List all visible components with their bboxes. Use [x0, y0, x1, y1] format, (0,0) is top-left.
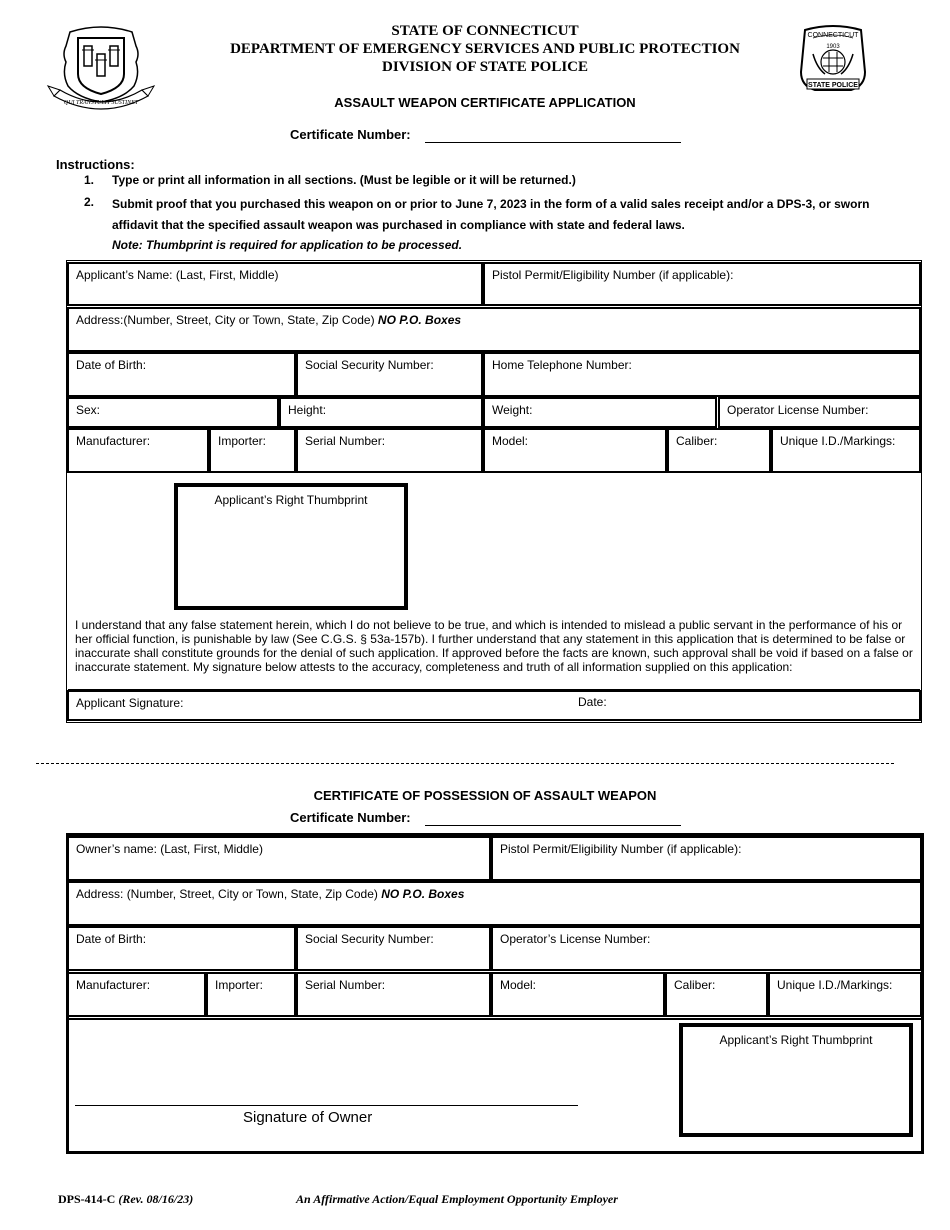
instructions-heading: Instructions: — [56, 157, 135, 172]
cert-number-label: Certificate Number: — [290, 127, 411, 142]
owner-thumbprint-box[interactable] — [679, 1023, 913, 1137]
owner-signature-line[interactable] — [75, 1105, 578, 1106]
field-label: Model: — [492, 434, 529, 448]
caliber-field[interactable] — [666, 973, 767, 1016]
manufacturer-field[interactable] — [68, 429, 208, 472]
field-label: Importer: — [215, 978, 264, 992]
state-name: STATE OF CONNECTICUT — [391, 23, 579, 39]
operator-license-field[interactable] — [719, 398, 920, 427]
field-label: Pistol Permit/Eligibility Number (if applicable): — [492, 268, 734, 282]
certificate-title: CERTIFICATE OF POSSESSION OF ASSAULT WEAPON — [313, 788, 657, 803]
field-label: Applicant’s Name: (Last, First, Middle) — [76, 268, 279, 282]
field-label: Owner’s name: (Last, First, Middle) — [76, 842, 263, 856]
no-po-boxes-note: NO P.O. Boxes — [377, 313, 462, 327]
applicant-thumbprint-box[interactable] — [174, 483, 408, 610]
field-label: Serial Number: — [305, 978, 386, 992]
field-label: Model: — [500, 978, 537, 992]
no-po-boxes-note: NO P.O. Boxes — [381, 887, 465, 901]
field-label: Importer: — [218, 434, 267, 448]
home-phone-field[interactable] — [484, 353, 920, 396]
address-field[interactable] — [68, 882, 921, 925]
field-label: Home Telephone Number: — [492, 358, 632, 372]
divider — [68, 689, 920, 690]
field-label: Serial Number: — [305, 434, 386, 448]
ssn-field[interactable] — [297, 353, 482, 396]
field-label: Sex: — [76, 403, 101, 417]
department-name: DEPARTMENT OF EMERGENCY SERVICES AND PUBLIC PROTECTION — [230, 41, 740, 57]
importer-field[interactable] — [210, 429, 295, 472]
thumbprint-label: Applicant’s Right Thumbprint — [719, 1033, 873, 1047]
field-label: Pistol Permit/Eligibility Number (if applicable): — [500, 842, 742, 856]
thumbprint-label: Applicant’s Right Thumbprint — [214, 493, 368, 507]
field-label: Operator License Number: — [727, 403, 869, 417]
unique-id-field[interactable] — [772, 429, 920, 472]
division-name: DIVISION OF STATE POLICE — [381, 59, 588, 75]
address-field[interactable] — [68, 308, 920, 351]
seal-motto: QUI TRANSTULIT SUSTINET — [63, 100, 139, 106]
certificate-number-field[interactable] — [425, 811, 681, 826]
instruction-number: 1. — [84, 173, 95, 187]
weight-field[interactable] — [484, 398, 716, 427]
revision-date: (Rev. 08/16/23) — [118, 1192, 194, 1206]
cut-line — [36, 763, 894, 764]
instruction-text: Type or print all information in all sections. (Must be legible or it will be returned.) — [112, 173, 576, 187]
owner-signature-label: Signature of Owner — [243, 1109, 373, 1126]
cert-number-label: Certificate Number: — [290, 810, 411, 825]
svg-text:STATE POLICE: STATE POLICE — [808, 82, 858, 89]
height-field[interactable] — [280, 398, 482, 427]
thumbprint-note: Note: Thumbprint is required for application to be processed. — [112, 238, 463, 252]
state-police-badge-logo — [795, 24, 871, 94]
model-field[interactable] — [484, 429, 666, 472]
field-label: Unique I.D./Markings: — [780, 434, 896, 448]
field-label: Caliber: — [674, 978, 716, 992]
field-label: Social Security Number: — [305, 358, 434, 372]
caliber-field[interactable] — [668, 429, 770, 472]
field-label: Operator’s License Number: — [500, 932, 651, 946]
field-label: Date of Birth: — [76, 932, 147, 946]
form-number: DPS-414-C — [58, 1192, 116, 1206]
application-title: ASSAULT WEAPON CERTIFICATE APPLICATION — [334, 95, 636, 110]
pistol-permit-field[interactable] — [492, 837, 921, 880]
sex-field[interactable] — [68, 398, 278, 427]
form-id — [58, 1192, 193, 1207]
field-label: Caliber: — [676, 434, 718, 448]
field-label: Address: (Number, Street, City or Town, State, Zip Code) — [76, 887, 378, 901]
field-label: Social Security Number: — [305, 932, 434, 946]
operator-license-field[interactable] — [492, 927, 921, 970]
owner-name-field[interactable] — [68, 837, 490, 880]
divider — [68, 1018, 921, 1020]
field-label: Manufacturer: — [76, 978, 151, 992]
field-label: Unique I.D./Markings: — [777, 978, 893, 992]
applicant-signature-field[interactable] — [68, 691, 920, 720]
eeo-statement: An Affirmative Action/Equal Employment Opportunity Employer — [296, 1192, 618, 1206]
instruction-number: 2. — [84, 195, 95, 209]
cert-number-field[interactable] — [425, 128, 681, 143]
importer-field[interactable] — [207, 973, 295, 1016]
model-field[interactable] — [492, 973, 664, 1016]
manufacturer-field[interactable] — [68, 973, 205, 1016]
unique-id-field[interactable] — [769, 973, 921, 1016]
svg-text:CONNECTICUT: CONNECTICUT — [807, 32, 859, 39]
ssn-field[interactable] — [297, 927, 490, 970]
serial-number-field[interactable] — [297, 973, 490, 1016]
field-label: Manufacturer: — [76, 434, 151, 448]
field-label: Date of Birth: — [76, 358, 147, 372]
pistol-permit-field[interactable] — [484, 263, 920, 305]
field-label: Applicant Signature: — [76, 696, 184, 710]
field-label: Address:(Number, Street, City or Town, State, Zip Code) — [76, 313, 375, 327]
field-label: Weight: — [492, 403, 533, 417]
false-statement-declaration: I understand that any false statement herein, which I do not believe to be true, and which is intended to mislead a public servant in the performance of his or her official function, is punishable by law (See C.G.S. § 53a-157b). I further understand that any statement in this application that is determined to be false or inaccurate shall constitute grounds for the denial of such application. If approved before the facts are known, such approval shall be void if based on a false or inaccurate statement. My signature below attests to the accuracy, completeness and truth of all information supplied on this application: — [75, 618, 913, 674]
svg-text:1903: 1903 — [826, 44, 840, 50]
field-label: Height: — [288, 403, 327, 417]
dob-field[interactable] — [68, 353, 295, 396]
serial-number-field[interactable] — [297, 429, 482, 472]
instruction-text: Submit proof that you purchased this weapon on or prior to June 7, 2023 in the form of a valid sales receipt and/or a DPS-3, or sworn affidavit that the specified assault weapon was purchased in compliance with state and federal laws. — [112, 197, 870, 232]
dob-field[interactable] — [68, 927, 295, 970]
date-label: Date: — [578, 695, 607, 709]
applicant-name-field[interactable] — [68, 263, 482, 305]
